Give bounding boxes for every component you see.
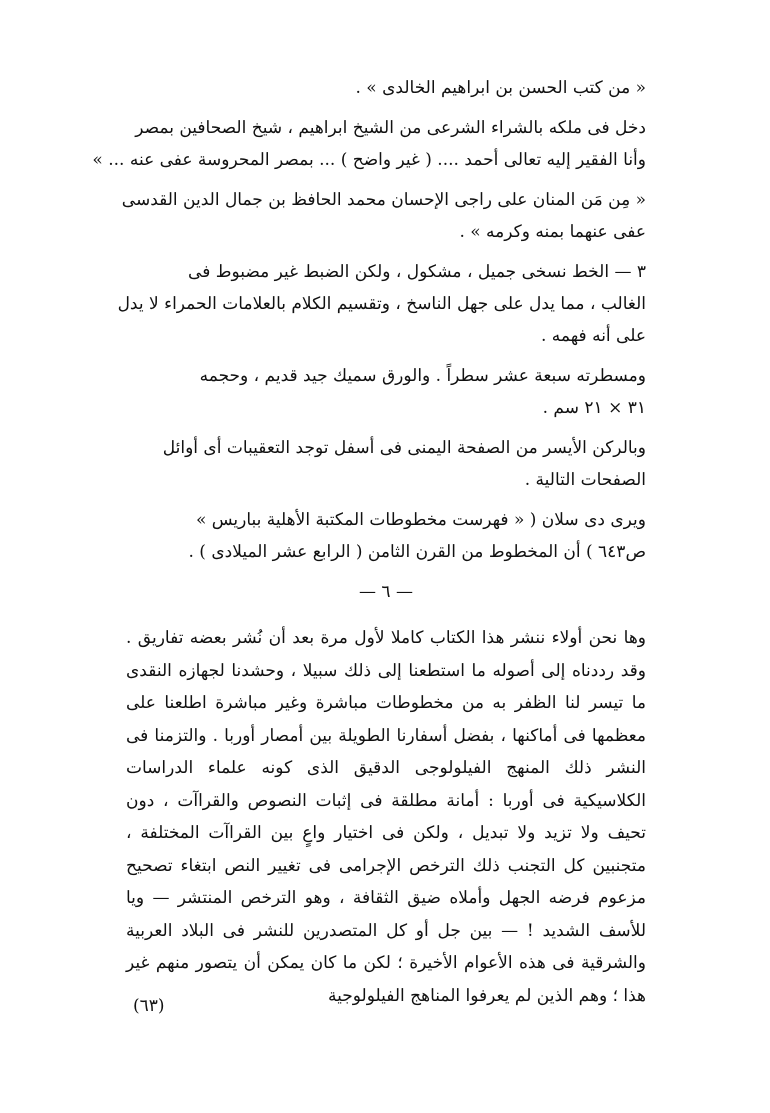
paper-description [126,360,646,424]
de-slane-note [126,504,646,568]
text-line: ويرى دى سلان ( « فهرست مخطوطات المكتبة الأهلية بباريس » [195,510,646,530]
text-line: الصفحات التالية . [524,470,646,490]
text-line: ومسطرته سبعة عشر سطراً . والورق سميك جيد قديم ، وحجمه [199,366,646,386]
section-number: — ٦ — [359,582,413,602]
text-line: عفى عنهما بمنه وكرمه » . [459,222,646,242]
ownership-note-purchase [92,112,646,176]
page-content [92,72,646,1012]
text-line: الغالب ، مما يدل على جهل الناسخ ، وتقسيم الكلام بالعلامات الحمراء لا يدل [117,294,646,314]
text-line: دخل فى ملكه بالشراء الشرعى من الشيخ ابراهيم ، شيخ الصحافين بمصر [135,118,646,138]
body-paragraph: وها نحن أولاء ننشر هذا الكتاب كاملا لأول مرة بعد أن نُشر بعضه تفاريق . وقد رددناه إلى أصوله ما استطعنا إلى ذلك سبيلا ، وحشدنا لجهازه النقدى ما تيسر لنا الظفر به من مخطوطات مباشرة وغير مباشرة اطلعنا على معظمها فى أماكنها ، بفضل أسفارنا الطويلة بين أمصار أوربا . والتزمنا فى النشر ذلك المنهج الفيلولوجى الدقيق الذى كونه علماء الدراسات الكلاسيكية فى أوربا : أمانة مطلقة فى إثبات النصوص والقراآت ، دون تحيف ولا تزيد ولا تبديل ، ولكن فى اختيار واعٍ بين القراآت المختلفة ، متجنبين كل التجنب ذلك الترخص الإجرامى فى تغيير النص ابتغاء تصحيح مزعوم فرضه الجهل وأملاه ضيق الثقافة ، وهو الترخص المنتشر — ويا للأسف الشديد ! — بين جل أو كل المتصدرين للنشر فى البلاد العربية والشرقية فى هذه الأعوام الأخيرة ؛ لكن ما كان يمكن أن يتصور منهم غير هذا ؛ وهم الذين لم يعرفوا المناهج الفيلولوجية [126,628,646,1006]
ownership-note-title [126,72,646,104]
text-line: وأنا الفقير إليه تعالى أحمد .... ( غير واضح ) ... بمصر المحروسة عفى عنه ... » [92,150,646,170]
text-line: ٣ — الخط نسخى جميل ، مشكول ، ولكن الضبط غير مضبوط فى [188,262,646,282]
ownership-note-endowment [121,184,646,248]
script-description [117,256,646,352]
page-number: (٦٣) [133,996,165,1016]
text-line: « من كتب الحسن بن ابراهيم الخالدى » . [355,78,646,98]
text-line: على أنه فهمه . [540,326,646,346]
text-line: وبالركن الأيسر من الصفحة اليمنى فى أسفل توجد التعقيبات أى أوائل [162,438,646,458]
catchwords-note [126,432,646,496]
text-line: « مِن مَن المنان على راجى الإحسان محمد الحافظ بن جمال الدين القدسى [121,190,646,210]
text-line: ٣١ × ٢١ سم . [542,398,646,418]
text-line: ص٦٤٣ ) أن المخطوط من القرن الثامن ( الرابع عشر الميلادى ) . [188,542,646,562]
